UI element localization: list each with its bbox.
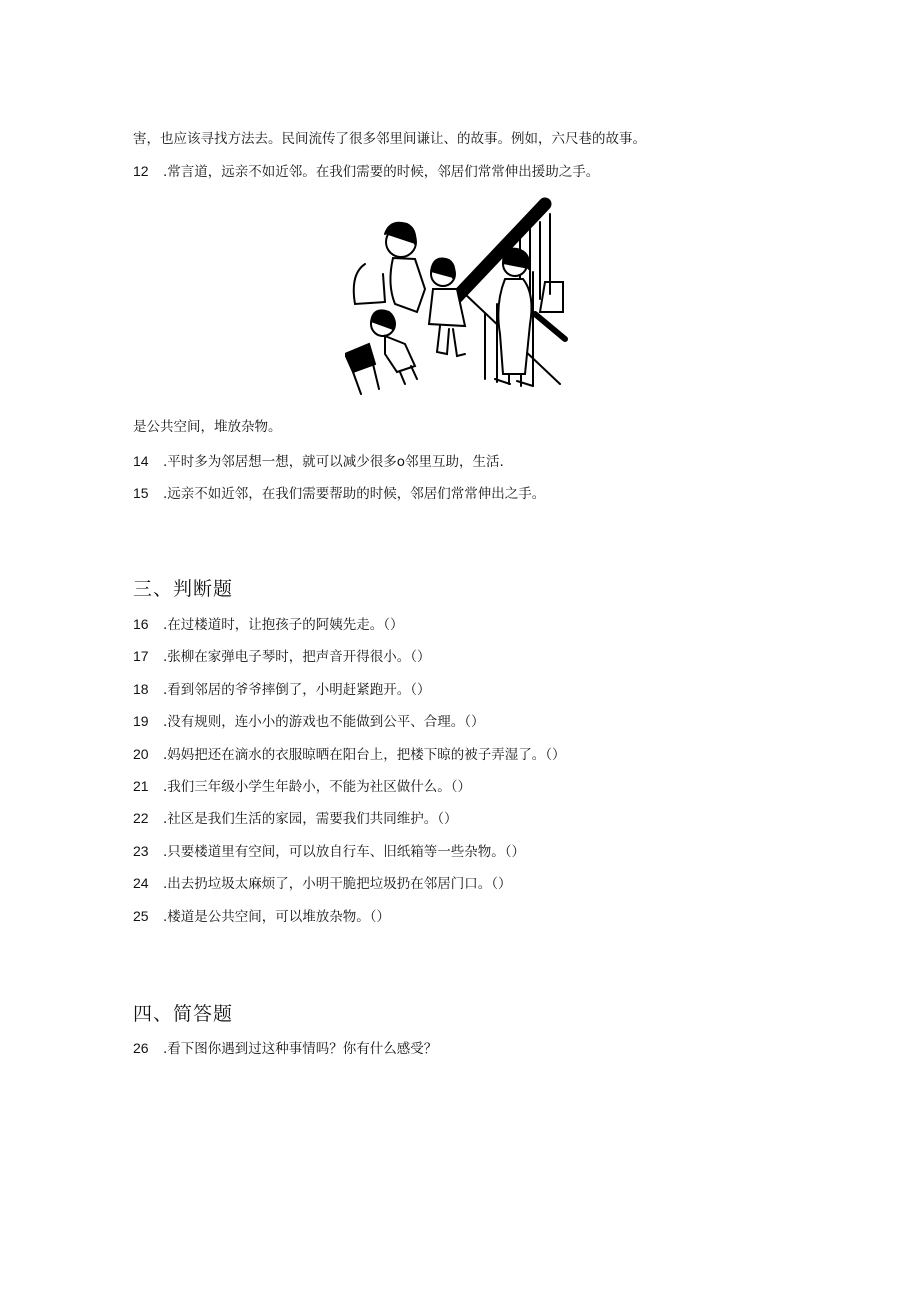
question-number: 17 (133, 648, 149, 664)
question-23 (133, 842, 525, 861)
question-18 (133, 680, 431, 699)
question-text: .妈妈把还在滴水的衣服晾晒在阳台上，把楼下晾的被子弄湿了。（） (163, 747, 566, 763)
question-text: .在过楼道时，让抱孩子的阿姨先走。（） (163, 617, 404, 633)
question-text: .没有规则，连小小的游戏也不能做到公平、合理。（） (163, 714, 485, 730)
intro-line-a: 害，也应该寻找方法去。民间流传了很多邻里间谦让、的故事。例如，六尺巷的故事。 (133, 131, 646, 147)
question-14 (133, 452, 504, 471)
question-text: .远亲不如近邻，在我们需要帮助的时候，邻居们常常伸出之手。 (163, 486, 546, 502)
question-text: .只要楼道里有空间，可以放自行车、旧纸箱等一些杂物。（） (163, 844, 526, 860)
question-number: 14 (133, 453, 149, 469)
question-number: 23 (133, 843, 149, 859)
question-number: 26 (133, 1040, 149, 1056)
question-number: 22 (133, 810, 149, 826)
question-text: .我们三年级小学生年龄小，不能为社区做什么。（） (163, 779, 472, 795)
question-number: 25 (133, 908, 149, 924)
question-text: .平时多为邻居想一想，就可以减少很多o邻里互助，生活. (163, 454, 504, 470)
question-text: .看下图你遇到过这种事情吗？你有什么感受？ (163, 1041, 438, 1057)
question-24 (133, 874, 512, 893)
question-15 (133, 484, 545, 503)
question-17 (133, 647, 431, 666)
section-4-heading: 四、简答题 (133, 1003, 234, 1025)
question-25 (133, 907, 390, 926)
question-text: .张柳在家弹电子琴时，把声音开得很小。（） (163, 649, 431, 665)
question-number: 19 (133, 713, 149, 729)
question-text: .社区是我们生活的家园，需要我们共同维护。（） (163, 811, 458, 827)
neighbors-stairway-illustration (345, 194, 570, 406)
question-19 (133, 712, 485, 731)
question-number: 21 (133, 778, 149, 794)
question-text: .常言道，远亲不如近邻。在我们需要的时候，邻居们常常伸出援助之手。 (163, 164, 600, 180)
question-text: .楼道是公共空间，可以堆放杂物。（） (163, 909, 391, 925)
question-number: 16 (133, 616, 149, 632)
question-number: 24 (133, 875, 149, 891)
question-number: 12 (133, 163, 149, 179)
question-20 (133, 745, 566, 764)
question-number: 18 (133, 681, 149, 697)
question-text: .出去扔垃圾太麻烦了，小明干脆把垃圾扔在邻居门口。（） (163, 876, 512, 892)
question-16 (133, 615, 404, 634)
question-12 (133, 162, 599, 181)
question-26 (133, 1039, 437, 1058)
question-text: .看到邻居的爷爷摔倒了，小明赶紧跑开。（） (163, 682, 431, 698)
question-number: 20 (133, 746, 149, 762)
question-22 (133, 809, 458, 828)
question-21 (133, 777, 471, 796)
intro-line-b: 是公共空间，堆放杂物。 (133, 419, 282, 435)
section-3-heading: 三、判断题 (133, 578, 234, 600)
question-number: 15 (133, 485, 149, 501)
